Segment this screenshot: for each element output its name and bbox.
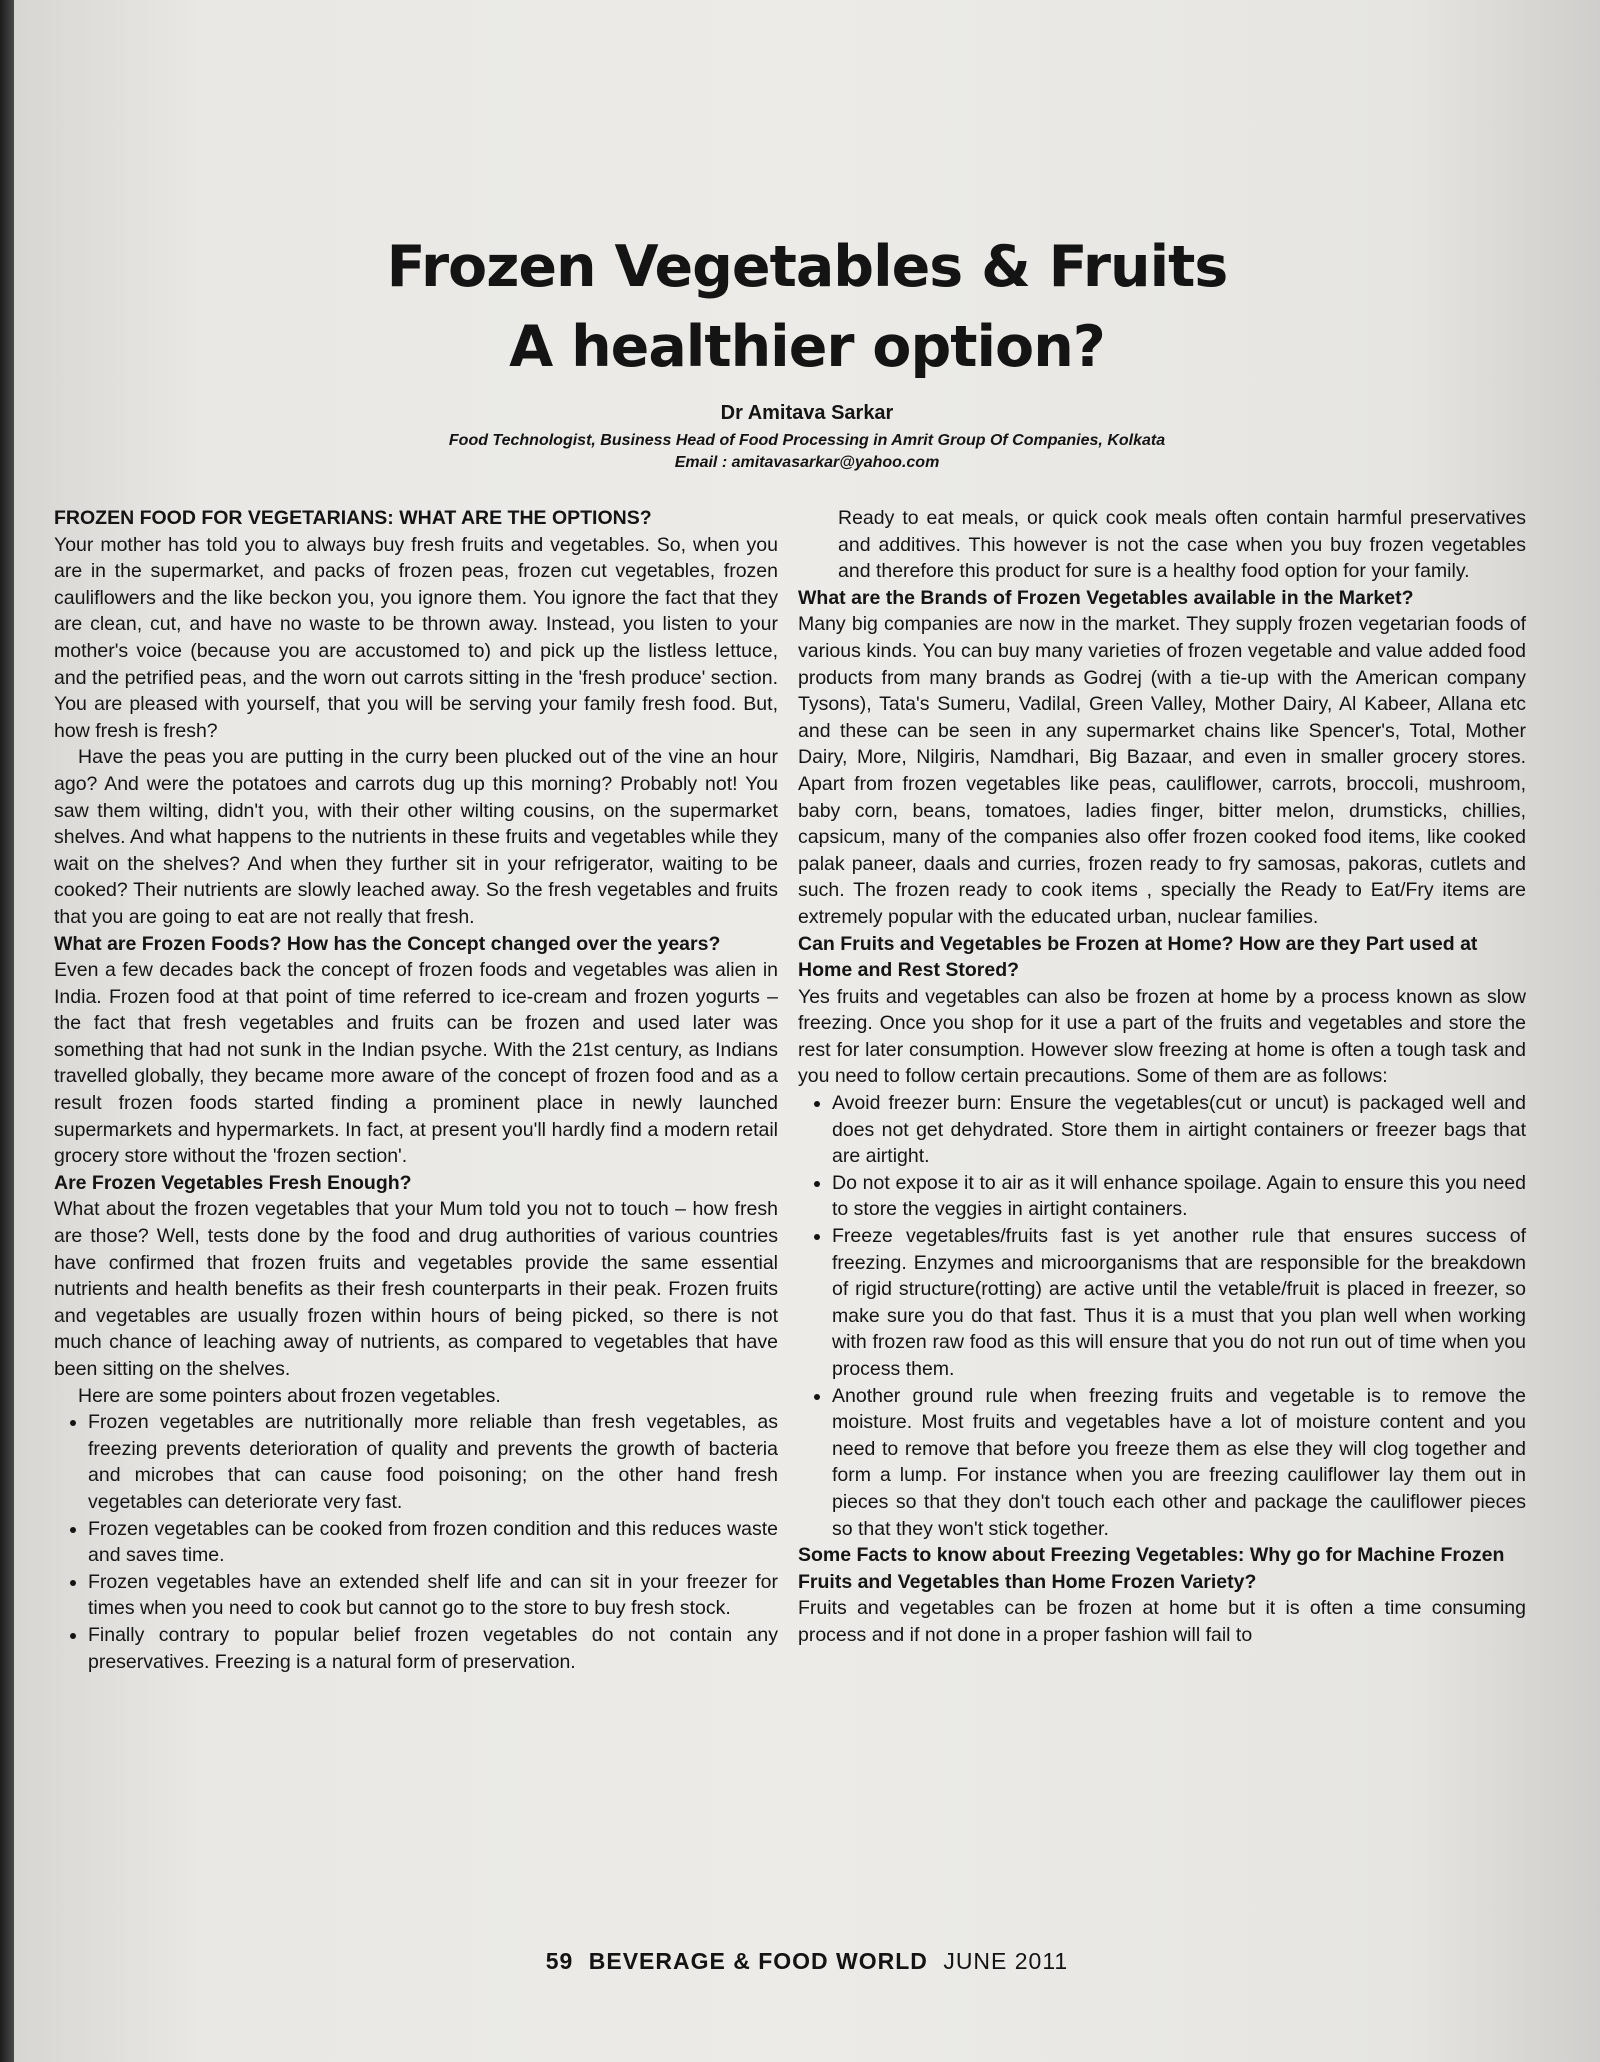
issue-date: JUNE 2011 <box>943 1948 1069 1974</box>
list-item: • Freeze vegetables/fruits fast is yet another rule that ensures success of freezing. Enzymes and microorganisms that are responsible for the breakdown of rigid structure(rotting) are active until the vetable/fruit is placed in freezer, so make sure you do that fast. Thus it is a must that you plan well when working with frozen raw food as this will ensure that you do not run out of time when you process them. <box>832 1223 1526 1383</box>
list-item: • Do not expose it to air as it will enhance spoilage. Again to ensure this you need to store the veggies in airtight containers. <box>832 1170 1526 1223</box>
section-heading: FROZEN FOOD FOR VEGETARIANS: WHAT ARE THE OPTIONS? <box>54 507 652 529</box>
magazine-page <box>14 0 1600 2062</box>
author-affiliation: Food Technologist, Business Head of Food Processing in Amrit Group Of Companies, Kolkata <box>448 432 1166 449</box>
list-item: • Finally contrary to popular belief frozen vegetables do not contain any preservatives. Freezing is a natural form of preservation. <box>88 1622 778 1675</box>
section-heading: What are the Brands of Frozen Vegetables available in the Market? <box>798 586 1414 609</box>
paragraph: Even a few decades back the concept of frozen foods and vegetables was alien in India. Frozen food at that point of time referred to ice-cream and frozen yogurts – the fact that fresh vegetables and fruits can be frozen and used later was something that had not sunk in the Indian psyche. With the 21st century, as Indians travelled globally, they became more aware of the concept of frozen food and as a result frozen foods started finding a prominent place in newly launched supermarkets and hypermarkets. In fact, at present you'll hardly find a modern retail grocery store without the 'frozen section'. <box>54 959 778 1168</box>
section-heading: Can Fruits and Vegetables be Frozen at Home? How are they Part used at Home and Rest Stored? <box>798 932 1478 982</box>
article-title-line-2: A healthier option? <box>509 314 1105 380</box>
author-email: Email : amitavasarkar@yahoo.com <box>674 454 940 471</box>
left-column <box>54 505 778 1925</box>
right-column <box>798 505 1526 1925</box>
author-name: Dr Amitava Sarkar <box>720 402 894 424</box>
paragraph: Have the peas you are putting in the curry been plucked out of the vine an hour ago? And were the potatoes and carrots dug up this morning? Probably not! You saw them wilting, didn't you, with their other wilting cousins, on the supermarket shelves. And what happens to the nutrients in these fruits and vegetables while they wait on the shelves? And when they further sit in your refrigerator, waiting to be cooked? Their nutrients are slowly leached away. So the fresh vegetables and fruits that you are going to eat are not really that fresh. <box>54 746 778 928</box>
bullet-list <box>54 1409 778 1675</box>
section-heading: Some Facts to know about Freezing Vegetables: Why go for Machine Frozen Fruits and Vegetables than Home Frozen Variety? <box>798 1544 1505 1593</box>
section-heading: Are Frozen Vegetables Fresh Enough? <box>54 1171 412 1194</box>
paragraph: Many big companies are now in the market. They supply frozen vegetarian foods of various kinds. You can buy many varieties of frozen vegetable and value added food products from many brands as Godrej (with a tie-up with the American company Tysons), Tata's Sumeru, Vadilal, Green Valley, Mother Dairy, Al Kabeer, Allana etc and these can be seen in any supermarket chains like Spencer's, Total, Mother Dairy, More, Nilgiris, Namdhari, Big Bazaar, and even in smaller grocery stores. Apart from frozen vegetables like peas, cauliflower, carrots, broccoli, mushroom, baby corn, beans, tomatoes, ladies finger, bitter melon, drumsticks, chillies, capsicum, many of the companies also offer frozen cooked food items, like cooked palak paneer, daals and curries, frozen ready to fry samosas, pakoras, cutlets and such. The frozen ready to cook items , specially the Ready to Eat/Fry items are extremely popular with the educated urban, nuclear families. <box>798 613 1526 928</box>
list-item: • Frozen vegetables are nutritionally more reliable than fresh vegetables, as freezing prevents deterioration of quality and prevents the growth of bacteria and microbes that can cause food poisoning; on the other hand fresh vegetables can deteriorate very fast. <box>88 1409 778 1515</box>
article-title-line-1: Frozen Vegetables & Fruits <box>386 234 1228 300</box>
list-item: • Frozen vegetables have an extended shelf life and can sit in your freezer for times when you need to cook but cannot go to the store to buy fresh stock. <box>88 1569 778 1622</box>
magazine-name: BEVERAGE & FOOD WORLD <box>588 1948 928 1974</box>
paragraph: Yes fruits and vegetables can also be frozen at home by a process known as slow freezing. Once you shop for it use a part of the fruits and vegetables and store the rest for later consumption. However slow freezing at home is often a tough task and you need to follow certain precautions. Some of them are as follows: <box>798 985 1526 1088</box>
paragraph: Ready to eat meals, or quick cook meals often contain harmful preservatives and additives. This however is not the case when you buy frozen vegetables and therefore this product for sure is a healthy food option for your family. <box>838 507 1526 583</box>
paragraph: Fruits and vegetables can be frozen at home but it is often a time consuming process and if not done in a proper fashion will fail to <box>798 1597 1526 1646</box>
bullet-list <box>798 1090 1526 1542</box>
section-heading: What are Frozen Foods? How has the Concept changed over the years? <box>54 932 721 955</box>
author-affiliation-block <box>14 430 1600 474</box>
paragraph: Your mother has told you to always buy fresh fruits and vegetables. So, when you are in the supermarket, and packs of frozen peas, frozen cut vegetables, frozen cauliflowers and the like beckon you, you ignore them. You ignore the fact that they are clean, cut, and have no waste to be thrown away. Instead, you listen to your mother's voice (because you are accustomed to) and pick up the listless lettuce, and the petrified peas, and the worn out carrots sitting in the 'fresh produce' section. You are pleased with yourself, that you will be serving your family fresh food. But, how fresh is fresh? <box>54 533 778 742</box>
list-item: • Avoid freezer burn: Ensure the vegetables(cut or uncut) is packaged well and does not get dehydrated. Store them in airtight containers or freezer bags that are airtight. <box>832 1090 1526 1170</box>
paragraph: Here are some pointers about frozen vegetables. <box>78 1384 501 1407</box>
page-number: 59 <box>545 1948 574 1974</box>
paragraph: What about the frozen vegetables that your Mum told you not to touch – how fresh are those? Well, tests done by the food and drug authorities of various countries have confirmed that frozen fruits and vegetables provide the same essential nutrients and health benefits as their fresh counterparts in their peak. Frozen fruits and vegetables are usually frozen within hours of being picked, so there is not much chance of leaching away of nutrients, as compared to vegetables that have been sitting on the shelves. <box>54 1198 778 1380</box>
list-item: • Another ground rule when freezing fruits and vegetable is to remove the moisture. Most fruits and vegetables have a lot of moisture content and you need to remove that before you freeze them as else they will clog together and form a lump. For instance when you are freezing cauliflower lay them out in pieces so that they don't touch each other and package the cauliflower pieces so that they won't stick together. <box>832 1383 1526 1543</box>
page-edge-shadow <box>0 0 14 2062</box>
list-item: • Frozen vegetables can be cooked from frozen condition and this reduces waste and saves time. <box>88 1516 778 1569</box>
page-footer <box>14 1948 1600 1975</box>
